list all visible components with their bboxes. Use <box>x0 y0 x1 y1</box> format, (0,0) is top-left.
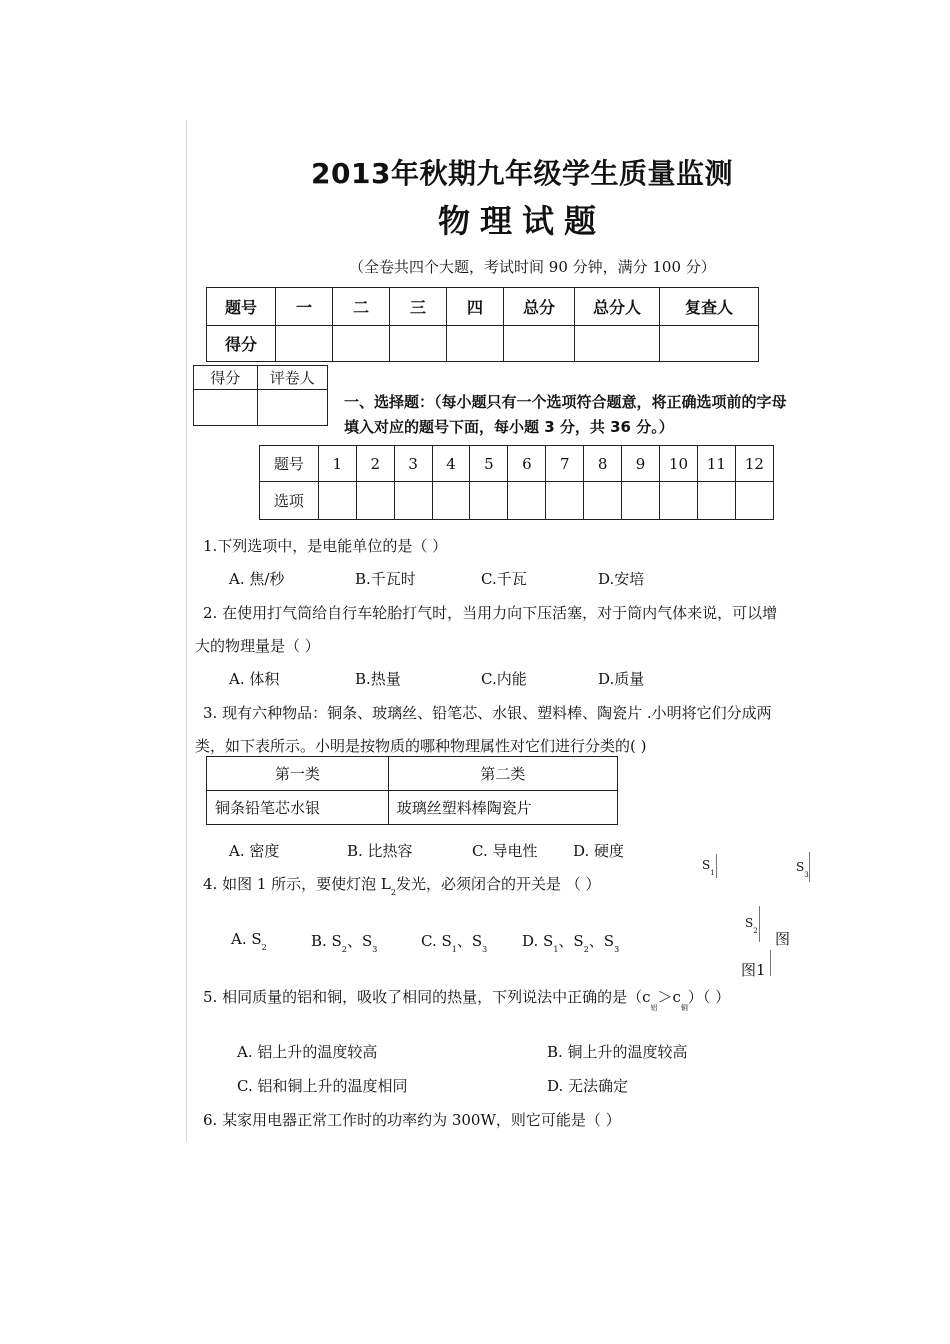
figure1-label: S <box>702 858 711 872</box>
q4-d-text: 、S <box>588 932 615 950</box>
q2-option-c: C.内能 <box>481 670 527 688</box>
figure1-caption: 图1 <box>741 961 766 979</box>
q6-stem: 6. 某家用电器正常工作时的功率约为 300W，则它可能是（ ） <box>203 1111 621 1129</box>
q3-table-head: 第二类 <box>388 757 617 791</box>
figure1-subscript: 1 <box>710 869 715 877</box>
q4-d-text: D. S <box>522 932 554 950</box>
answer-number: 6 <box>508 446 546 482</box>
score-cell[interactable] <box>504 326 575 362</box>
grader-box <box>193 365 328 426</box>
subject-title: 物理试题 <box>437 202 606 240</box>
answer-cell[interactable] <box>508 482 546 520</box>
answer-number: 10 <box>660 446 698 482</box>
answer-row-label: 题号 <box>260 446 319 482</box>
q5-option-b: B. 铜上升的温度较高 <box>547 1043 688 1061</box>
q4-d-sub: 3 <box>614 945 620 954</box>
q4-d-text: 、S <box>558 932 584 950</box>
figure1-label: S <box>745 916 754 930</box>
figure1-switch-s1 <box>702 858 715 877</box>
answer-number: 3 <box>394 446 432 482</box>
margin-line <box>186 120 187 1142</box>
grader-score-label: 得分 <box>194 366 258 390</box>
answer-number: 5 <box>470 446 508 482</box>
q4-stem-text: 4. 如图 1 所示，要使灯泡 L <box>203 875 391 893</box>
answer-cell[interactable] <box>622 482 660 520</box>
q4-stem-text-end: 发光，必须闭合的开关是 （ ） <box>395 875 601 893</box>
q1-option-d: D.安培 <box>598 570 645 588</box>
q4-d-sub: 2 <box>583 945 589 954</box>
answer-cell[interactable] <box>697 482 735 520</box>
q3-option-d: D. 硬度 <box>573 842 625 860</box>
answer-number: 2 <box>356 446 394 482</box>
score-header-cell: 一 <box>276 288 333 326</box>
answer-cell[interactable] <box>584 482 622 520</box>
q4-c-text: 、S <box>456 932 483 950</box>
q4-option-d <box>522 930 620 954</box>
figure1-char: 图 <box>775 930 791 948</box>
answer-number: 1 <box>318 446 356 482</box>
q2-stem: 2. 在使用打气筒给自行车轮胎打气时，当用力向下压活塞，对于筒内气体来说，可以增 <box>203 604 778 622</box>
q3-table-cell: 玻璃丝塑料棒陶瓷片 <box>388 791 617 825</box>
score-cell[interactable] <box>660 326 759 362</box>
score-cell[interactable] <box>447 326 504 362</box>
answer-cell[interactable] <box>394 482 432 520</box>
answer-cell[interactable] <box>660 482 698 520</box>
answer-table <box>259 445 774 520</box>
grader-name-label: 评卷人 <box>257 366 327 390</box>
answer-cell[interactable] <box>735 482 773 520</box>
q2-stem-cont: 大的物理量是（ ） <box>195 637 320 655</box>
score-header-cell: 题号 <box>207 288 276 326</box>
figure1-wire <box>770 950 771 976</box>
q2-option-d: D.质量 <box>598 670 645 688</box>
q5-option-a: A. 铝上升的温度较高 <box>237 1043 378 1061</box>
answer-cell[interactable] <box>318 482 356 520</box>
q5-option-d: D. 无法确定 <box>547 1077 629 1095</box>
q3-option-b: B. 比热容 <box>347 842 413 860</box>
score-header-cell: 总分人 <box>575 288 660 326</box>
answer-number: 7 <box>546 446 584 482</box>
answer-cell[interactable] <box>432 482 470 520</box>
q4-c-text: C. S <box>421 932 452 950</box>
q3-stem-cont: 类，如下表所示。小明是按物质的哪种物理属性对它们进行分类的( ) <box>195 737 647 755</box>
q4-b-sub: 2 <box>341 945 347 954</box>
q1-stem: 1.下列选项中，是电能单位的是（ ） <box>203 537 448 555</box>
score-row-label: 得分 <box>207 326 276 362</box>
score-header-cell: 四 <box>447 288 504 326</box>
q3-table-cell: 铜条铅笔芯水银 <box>207 791 389 825</box>
q5-stem <box>203 986 731 1012</box>
score-header-cell: 二 <box>333 288 390 326</box>
q4-option-c <box>421 930 488 954</box>
score-cell[interactable] <box>390 326 447 362</box>
q3-classification-table <box>206 756 618 825</box>
section1-heading: 一、选择题：（每小题只有一个选项符合题意，将正确选项前的字母 <box>344 393 787 411</box>
q1-option-a: A. 焦/秒 <box>229 570 285 588</box>
score-table <box>206 287 759 362</box>
q3-option-a: A. 密度 <box>229 842 280 860</box>
answer-cell[interactable] <box>356 482 394 520</box>
q4-stem-subscript: 2 <box>390 888 396 897</box>
answer-number: 11 <box>697 446 735 482</box>
figure1-subscript: 2 <box>753 927 758 935</box>
answer-number: 12 <box>735 446 773 482</box>
score-cell[interactable] <box>276 326 333 362</box>
answer-cell[interactable] <box>470 482 508 520</box>
figure1-label: S <box>796 860 805 874</box>
q4-d-sub: 1 <box>553 945 559 954</box>
q3-stem: 3. 现有六种物品：铜条、玻璃丝、铅笔芯、水银、塑料棒、陶瓷片 .小明将它们分成两 <box>203 704 772 722</box>
q5-subscript-al: 铝 <box>650 1004 658 1012</box>
q2-option-a: A. 体积 <box>229 670 280 688</box>
score-header-cell: 复查人 <box>660 288 759 326</box>
q1-option-c: C.千瓦 <box>481 570 527 588</box>
section1-heading-cont: 填入对应的题号下面，每小题 3 分，共 36 分。） <box>344 418 674 436</box>
exam-note: （全卷共四个大题，考试时间 90 分钟，满分 100 分） <box>349 258 716 276</box>
q5-option-c: C. 铝和铜上升的温度相同 <box>237 1077 408 1095</box>
answer-row-label: 选项 <box>260 482 319 520</box>
figure1-wire <box>759 906 760 942</box>
q4-option-a <box>231 930 267 952</box>
score-header-cell: 三 <box>390 288 447 326</box>
q1-option-b: B.千瓦时 <box>355 570 416 588</box>
answer-number: 8 <box>584 446 622 482</box>
answer-number: 9 <box>622 446 660 482</box>
score-cell[interactable] <box>575 326 660 362</box>
q4-b-sub: 3 <box>372 945 378 954</box>
q4-a-text: A. S <box>231 930 262 948</box>
answer-cell[interactable] <box>546 482 584 520</box>
answer-number: 4 <box>432 446 470 482</box>
q3-table-head: 第一类 <box>207 757 389 791</box>
q4-option-b <box>311 930 378 954</box>
figure1-switch-s2 <box>745 916 758 935</box>
figure1-wire <box>809 852 810 882</box>
q3-option-c: C. 导电性 <box>472 842 538 860</box>
q2-option-b: B.热量 <box>355 670 401 688</box>
grader-score-cell[interactable] <box>194 390 258 426</box>
exam-title: 2013年秋期九年级学生质量监测 <box>311 157 733 190</box>
q4-a-sub: 2 <box>261 943 267 952</box>
q4-stem <box>203 873 601 897</box>
figure1-wire <box>716 854 717 878</box>
figure1-subscript: 3 <box>804 871 809 879</box>
q5-stem-text: 5. 相同质量的铝和铜，吸收了相同的热量，下列说法中正确的是（c <box>203 988 651 1006</box>
grader-name-cell[interactable] <box>257 390 327 426</box>
q5-stem-text: ＞c <box>657 988 681 1006</box>
q4-c-sub: 3 <box>482 945 488 954</box>
q4-b-text: B. S <box>311 932 342 950</box>
figure1-switch-s3 <box>796 860 809 879</box>
q5-subscript-cu: 铜 <box>680 1004 688 1012</box>
q4-b-text: 、S <box>346 932 373 950</box>
score-header-cell: 总分 <box>504 288 575 326</box>
q5-stem-text-end: ）（ ） <box>687 988 731 1006</box>
score-cell[interactable] <box>333 326 390 362</box>
q4-c-sub: 1 <box>451 945 457 954</box>
